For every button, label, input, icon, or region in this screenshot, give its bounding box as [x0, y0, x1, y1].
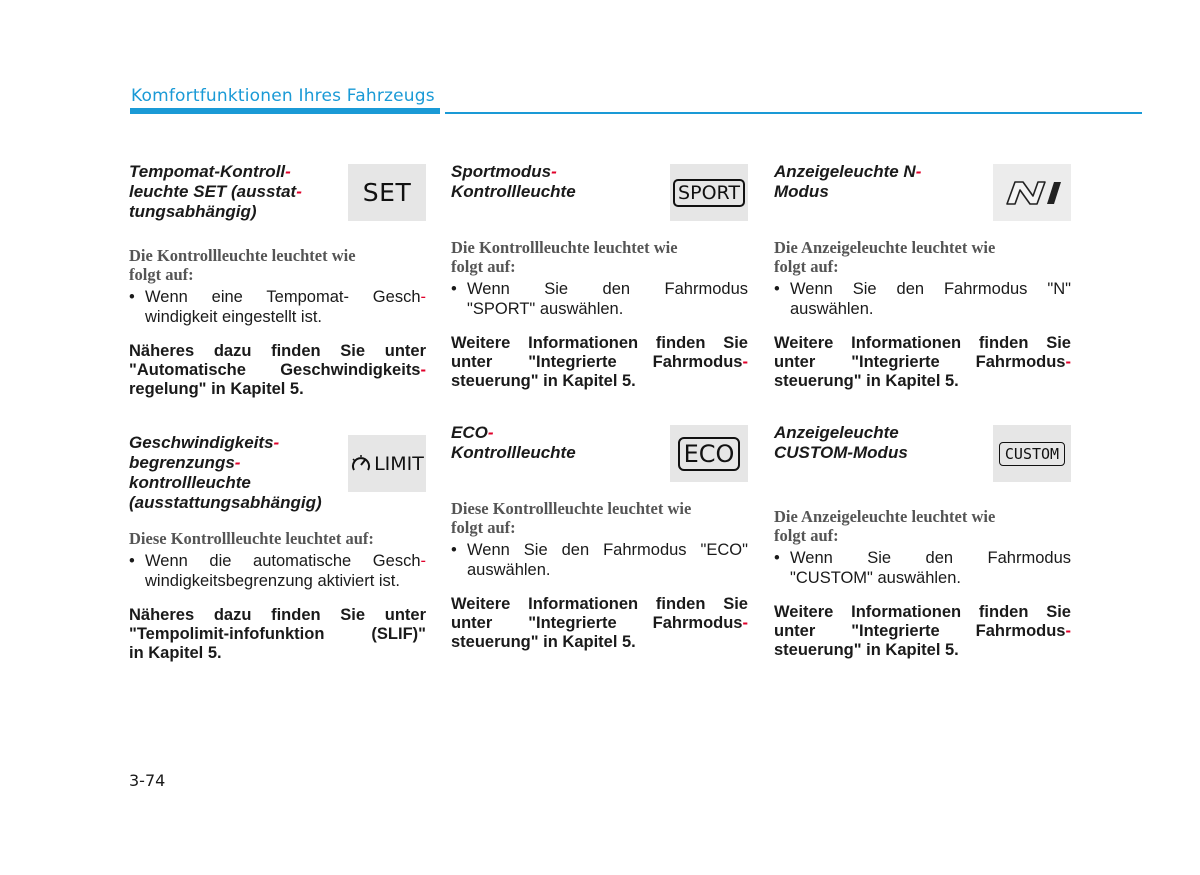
- eco-mode-icon: ECO: [670, 425, 748, 482]
- column-2: [451, 160, 748, 652]
- section-title: Sportmodus- Kontrollleuchte: [451, 162, 576, 201]
- section-title: Anzeigeleuchte CUSTOM-Modus: [774, 423, 908, 462]
- set-indicator-icon: SET: [348, 164, 426, 221]
- hyphen-mark: -: [551, 162, 557, 181]
- list-item: • Wenn eine Tempomat- Gesch- windigkeit eingestellt ist.: [129, 288, 426, 326]
- reference-note: Weitere Informationen finden Sie unter "Integrierte Fahrmodus- steuerung" in Kapitel 5.: [451, 334, 748, 390]
- reference-note: Weitere Informationen finden Sie unter "Integrierte Fahrmodus- steuerung" in Kapitel 5.: [451, 595, 748, 651]
- hyphen-mark: -: [1065, 353, 1071, 371]
- section-speed-limit-indicator: [129, 431, 426, 663]
- header-rule-thin: [445, 112, 1142, 114]
- lead-text: Die Kontrollleuchte leuchtet wie folgt auf:: [451, 238, 678, 276]
- section-title: Anzeigeleuchte N- Modus: [774, 162, 922, 201]
- section-title: Tempomat-Kontroll- leuchte SET (ausstat- tungsabhängig): [129, 162, 302, 221]
- reference-note: Näheres dazu finden Sie unter "Tempolimit-infofunktion (SLIF)" in Kapitel 5.: [129, 606, 426, 662]
- page-number: 3-74: [129, 771, 166, 790]
- hyphen-mark: -: [234, 453, 241, 472]
- page-header-title: Komfortfunktionen Ihres Fahrzeugs: [131, 86, 435, 106]
- lead-text: Diese Kontrollleuchte leuchtet wie folgt auf:: [451, 499, 692, 537]
- hyphen-mark: -: [420, 552, 426, 570]
- hyphen-mark: -: [1065, 622, 1071, 640]
- hyphen-mark: -: [296, 182, 302, 201]
- section-sport-mode-indicator: [451, 160, 748, 391]
- reference-note: Weitere Informationen finden Sie unter "Integrierte Fahrmodus- steuerung" in Kapitel 5.: [774, 603, 1071, 659]
- reference-note: Näheres dazu finden Sie unter "Automatische Geschwindigkeits- regelung" in Kapitel 5.: [129, 342, 426, 398]
- custom-mode-icon: CUSTOM: [993, 425, 1071, 482]
- section-set-indicator: [129, 160, 426, 399]
- section-custom-mode-indicator: [774, 421, 1071, 660]
- list-item: • Wenn die automatische Gesch- windigkeitsbegrenzung aktiviert ist.: [129, 552, 426, 590]
- lead-text: Die Kontrollleuchte leuchtet wie folgt auf:: [129, 246, 356, 284]
- hyphen-mark: -: [420, 361, 426, 379]
- list-item: • Wenn Sie den Fahrmodus "ECO" auswählen.: [451, 541, 748, 579]
- n-mode-icon: [993, 164, 1071, 221]
- hyphen-mark: -: [915, 162, 922, 181]
- n-logo-icon: [1001, 178, 1063, 208]
- speedometer-icon: [350, 453, 372, 475]
- hyphen-mark: -: [742, 353, 748, 371]
- lead-text: Die Anzeigeleuchte leuchtet wie folgt auf:: [774, 507, 996, 545]
- hyphen-mark: -: [420, 288, 426, 306]
- hyphen-mark: -: [487, 423, 494, 442]
- header-rule-thick: [130, 108, 440, 114]
- sport-mode-icon: SPORT: [670, 164, 748, 221]
- speed-limit-indicator-icon: LIMIT: [348, 435, 426, 492]
- section-n-mode-indicator: [774, 160, 1071, 391]
- list-item: • Wenn Sie den Fahrmodus "N" auswählen.: [774, 280, 1071, 318]
- section-eco-indicator: [451, 421, 748, 652]
- reference-note: Weitere Informationen finden Sie unter "Integrierte Fahrmodus- steuerung" in Kapitel 5.: [774, 334, 1071, 390]
- lead-text: Die Anzeigeleuchte leuchtet wie folgt auf:: [774, 238, 996, 276]
- column-3: [774, 160, 1071, 660]
- list-item: • Wenn Sie den Fahrmodus "CUSTOM" auswählen.: [774, 549, 1071, 587]
- hyphen-mark: -: [742, 614, 748, 632]
- lead-text: Diese Kontrollleuchte leuchtet auf:: [129, 529, 374, 548]
- hyphen-mark: -: [273, 433, 280, 452]
- column-1: [129, 160, 426, 663]
- hyphen-mark: -: [285, 162, 291, 181]
- list-item: • Wenn Sie den Fahrmodus "SPORT" auswählen.: [451, 280, 748, 318]
- section-title: ECO- Kontrollleuchte: [451, 423, 576, 462]
- section-title: Geschwindigkeits- begrenzungs- kontrollleuchte (ausstattungsabhängig): [129, 433, 322, 512]
